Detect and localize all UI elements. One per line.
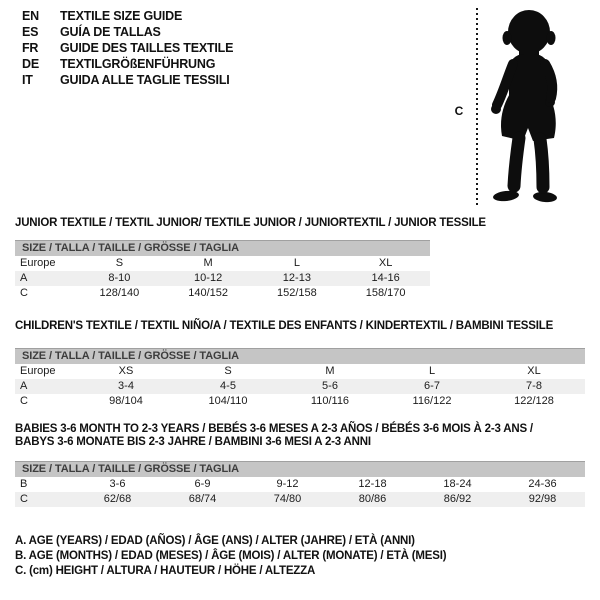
value-cell: 3-4 bbox=[118, 380, 134, 392]
baby-silhouette-icon bbox=[484, 8, 574, 210]
table-row bbox=[15, 256, 430, 271]
row-label-cell: Europe bbox=[20, 365, 56, 377]
size-header-label: SIZE / TALLA / TAILLE / GRÖSSE / TAGLIA bbox=[22, 350, 239, 362]
value-cell: 122/128 bbox=[514, 395, 554, 407]
value-cell: M bbox=[203, 257, 213, 269]
language-row bbox=[22, 40, 233, 56]
value-cell: 12-18 bbox=[358, 478, 387, 490]
baby-figure bbox=[450, 4, 596, 216]
babies-size-table bbox=[15, 423, 585, 507]
language-code: ES bbox=[22, 25, 39, 39]
language-row bbox=[22, 8, 233, 24]
babies-table-title bbox=[15, 423, 585, 449]
value-cell: 92/98 bbox=[528, 493, 557, 505]
value-cell: 5-6 bbox=[322, 380, 338, 392]
row-label-cell: C bbox=[20, 493, 28, 505]
value-cell: 158/170 bbox=[365, 287, 406, 299]
legend-line: B. AGE (MONTHS) / EDAD (MESES) / ÂGE (MOIS) / ALTER (MONATE) / ETÀ (MESI) bbox=[15, 550, 447, 562]
size-header-bar bbox=[15, 461, 585, 477]
table-row bbox=[15, 477, 585, 492]
language-code: DE bbox=[22, 57, 39, 71]
language-label: TEXTILGRÖßENFÜHRUNG bbox=[60, 57, 216, 71]
junior-size-table bbox=[15, 217, 486, 301]
value-cell: 12-13 bbox=[282, 272, 311, 284]
value-cell: XL bbox=[527, 365, 541, 377]
value-cell: 14-16 bbox=[371, 272, 400, 284]
value-cell: 3-6 bbox=[109, 478, 126, 490]
junior-table-title bbox=[15, 217, 486, 230]
language-row bbox=[22, 72, 233, 88]
value-cell: 68/74 bbox=[188, 493, 217, 505]
row-label-cell: Europe bbox=[20, 257, 56, 269]
children-size-table bbox=[15, 320, 585, 409]
children-table-title bbox=[15, 320, 585, 333]
table-row bbox=[15, 492, 585, 507]
language-row bbox=[22, 24, 233, 40]
table-title-line: BABIES 3-6 MONTH TO 2-3 YEARS / BEBÉS 3-6 MESES A 2-3 AÑOS / BÉBÉS 3-6 MOIS À 2-3 ANS / bbox=[15, 423, 533, 435]
legend-line: A. AGE (YEARS) / EDAD (AÑOS) / ÂGE (ANS) / ALTER (JAHRE) / ETÀ (ANNI) bbox=[15, 535, 415, 547]
value-cell: 9-12 bbox=[276, 478, 299, 490]
table-row bbox=[15, 364, 585, 379]
size-header-bar bbox=[15, 348, 585, 364]
value-cell: XS bbox=[118, 365, 134, 377]
value-cell: 7-8 bbox=[526, 380, 542, 392]
value-cell: 6-9 bbox=[194, 478, 211, 490]
size-header-label: SIZE / TALLA / TAILLE / GRÖSSE / TAGLIA bbox=[22, 463, 239, 475]
height-measure-label: C bbox=[454, 104, 464, 118]
row-label-cell: C bbox=[20, 395, 28, 407]
table-row bbox=[15, 286, 430, 301]
size-header-bar bbox=[15, 240, 430, 256]
value-cell: M bbox=[325, 365, 335, 377]
row-label-cell: C bbox=[20, 287, 28, 299]
size-table bbox=[15, 364, 585, 409]
table-title-line: JUNIOR TEXTILE / TEXTIL JUNIOR/ TEXTILE JUNIOR / JUNIORTEXTIL / JUNIOR TESSILE bbox=[15, 217, 486, 229]
value-cell: 4-5 bbox=[220, 380, 236, 392]
language-code: IT bbox=[22, 73, 33, 87]
table-title-line: CHILDREN'S TEXTILE / TEXTIL NIÑO/A / TEXTILE DES ENFANTS / KINDERTEXTIL / BAMBINI TESSILE bbox=[15, 320, 554, 332]
value-cell: 128/140 bbox=[99, 287, 140, 299]
value-cell: 6-7 bbox=[424, 380, 440, 392]
size-table bbox=[15, 477, 585, 507]
value-cell: L bbox=[428, 365, 436, 377]
value-cell: 24-36 bbox=[528, 478, 557, 490]
height-measure-dotted-line bbox=[476, 8, 478, 208]
value-cell: 8-10 bbox=[108, 272, 131, 284]
row-label-cell: A bbox=[20, 380, 28, 392]
legend-line: C. (cm) HEIGHT / ALTURA / HAUTEUR / HÖHE / ALTEZZA bbox=[15, 565, 316, 577]
value-cell: 74/80 bbox=[273, 493, 302, 505]
value-cell: 110/116 bbox=[310, 395, 350, 407]
value-cell: L bbox=[293, 257, 300, 269]
language-label: GUIDE DES TAILLES TEXTILE bbox=[60, 41, 234, 55]
value-cell: 116/122 bbox=[412, 395, 452, 407]
value-cell: 18-24 bbox=[443, 478, 472, 490]
language-row bbox=[22, 56, 233, 72]
language-label: GUIDA ALLE TAGLIE TESSILI bbox=[60, 73, 230, 87]
value-cell: 10-12 bbox=[194, 272, 223, 284]
value-cell: S bbox=[115, 257, 124, 269]
table-title-line: BABYS 3-6 MONATE BIS 2-3 JAHRE / BAMBINI 3-6 MESI A 2-3 ANNI bbox=[15, 436, 371, 448]
table-row bbox=[15, 394, 585, 409]
value-cell: 152/158 bbox=[276, 287, 317, 299]
value-cell: 104/110 bbox=[208, 395, 248, 407]
table-row bbox=[15, 271, 430, 286]
language-label: GUÍA DE TALLAS bbox=[60, 25, 161, 39]
row-label-cell: A bbox=[20, 272, 28, 284]
size-table bbox=[15, 256, 430, 301]
row-label-cell: B bbox=[20, 478, 28, 490]
value-cell: 140/152 bbox=[188, 287, 228, 299]
language-list bbox=[22, 8, 233, 88]
size-header-label: SIZE / TALLA / TAILLE / GRÖSSE / TAGLIA bbox=[22, 242, 239, 254]
value-cell: 80/86 bbox=[358, 493, 387, 505]
language-label: TEXTILE SIZE GUIDE bbox=[60, 9, 183, 23]
language-code: FR bbox=[22, 41, 39, 55]
measurement-legend bbox=[15, 534, 446, 579]
value-cell: 86/92 bbox=[443, 493, 472, 505]
table-row bbox=[15, 379, 585, 394]
value-cell: XL bbox=[378, 257, 393, 269]
language-code: EN bbox=[22, 9, 39, 23]
value-cell: 62/68 bbox=[103, 493, 132, 505]
value-cell: S bbox=[224, 365, 232, 377]
value-cell: 98/104 bbox=[109, 395, 143, 407]
